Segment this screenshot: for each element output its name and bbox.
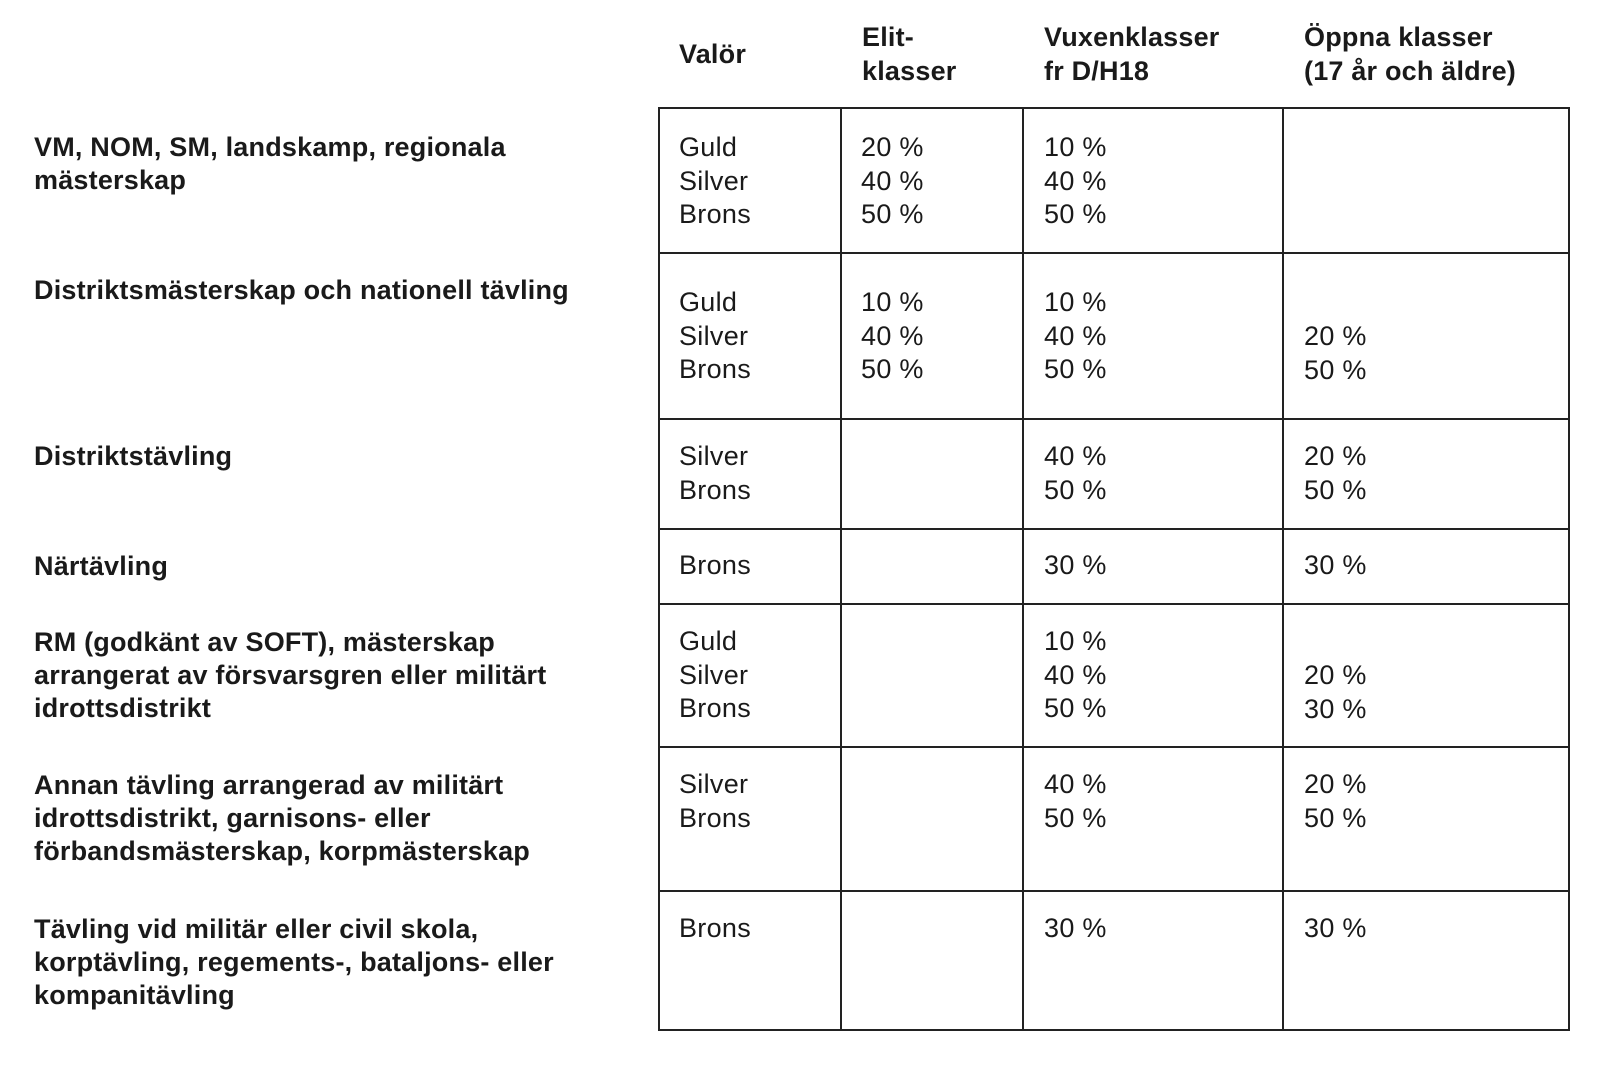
table-cell-valor: Brons xyxy=(679,913,752,943)
row-divider xyxy=(660,603,1568,605)
table-cell-oppna: 20 % 50 % xyxy=(1304,321,1367,385)
table-cell-valor: Guld Silver Brons xyxy=(679,132,752,229)
table-cell-oppna: 20 % 50 % xyxy=(1304,769,1367,833)
table-cell-oppna: 20 % 50 % xyxy=(1304,441,1367,505)
row-label-distriktstavling: Distriktstävling xyxy=(34,441,233,471)
table-cell-vuxen: 30 % xyxy=(1044,913,1107,943)
table-cell-oppna: 30 % xyxy=(1304,913,1367,943)
row-divider xyxy=(660,890,1568,892)
header-valor: Valör xyxy=(679,39,747,69)
row-divider xyxy=(660,252,1568,254)
table-cell-vuxen: 10 % 40 % 50 % xyxy=(1044,626,1107,723)
row-divider xyxy=(660,528,1568,530)
header-elitklasser: Elit- klasser xyxy=(862,22,957,86)
table-cell-vuxen: 10 % 40 % 50 % xyxy=(1044,287,1107,384)
table-cell-vuxen: 40 % 50 % xyxy=(1044,441,1107,505)
table-cell-valor: Silver Brons xyxy=(679,769,752,833)
row-label-rm-soft: RM (godkänt av SOFT), mästerskap arrangerat av försvarsgren eller militärt idrottsdistrikt xyxy=(34,627,547,723)
table-cell-oppna: 30 % xyxy=(1304,550,1367,580)
table-cell-valor: Silver Brons xyxy=(679,441,752,505)
percentage-table xyxy=(658,107,1570,1031)
table-cell-elit: 10 % 40 % 50 % xyxy=(861,287,924,384)
row-label-nartavling: Närtävling xyxy=(34,551,169,581)
row-divider xyxy=(660,418,1568,420)
table-cell-valor: Brons xyxy=(679,550,752,580)
table-cell-elit: 20 % 40 % 50 % xyxy=(861,132,924,229)
header-oppna-klasser: Öppna klasser (17 år och äldre) xyxy=(1304,22,1516,86)
table-cell-vuxen: 40 % 50 % xyxy=(1044,769,1107,833)
table-cell-vuxen: 10 % 40 % 50 % xyxy=(1044,132,1107,229)
row-label-tavling-skola: Tävling vid militär eller civil skola, korptävling, regements-, bataljons- eller kompanitävling xyxy=(34,914,554,1010)
row-divider xyxy=(660,746,1568,748)
row-label-annan-tavling: Annan tävling arrangerad av militärt idrottsdistrikt, garnisons- eller förbandsmästerskap, korpmästerskap xyxy=(34,770,531,866)
table-cell-oppna: 20 % 30 % xyxy=(1304,660,1367,724)
row-label-vm-nom-sm: VM, NOM, SM, landskamp, regionala mästerskap xyxy=(34,132,506,195)
table-cell-vuxen: 30 % xyxy=(1044,550,1107,580)
header-vuxenklasser: Vuxenklasser fr D/H18 xyxy=(1044,22,1220,86)
table-cell-valor: Guld Silver Brons xyxy=(679,626,752,723)
row-label-distriktsmasterskap: Distriktsmästerskap och nationell tävling xyxy=(34,275,569,305)
table-cell-valor: Guld Silver Brons xyxy=(679,287,752,384)
